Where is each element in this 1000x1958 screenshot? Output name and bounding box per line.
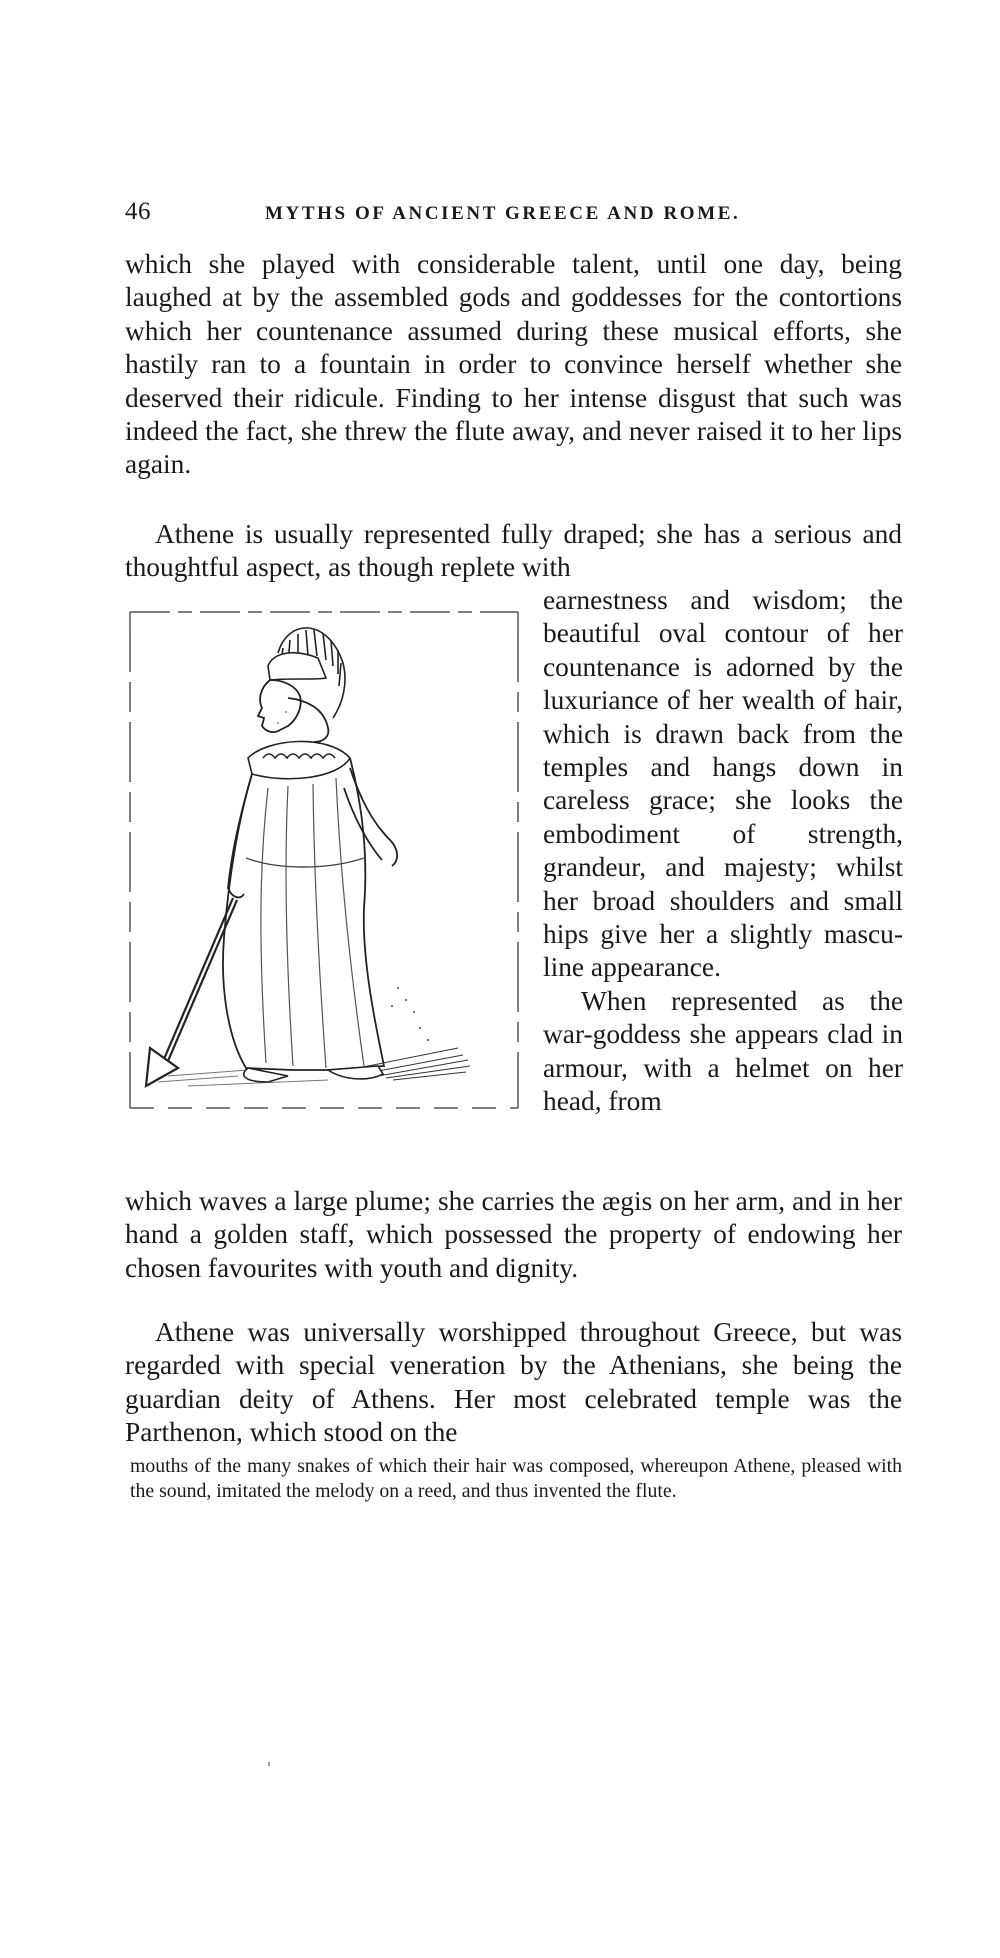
page-number: 46 xyxy=(125,198,151,225)
spear xyxy=(146,898,237,1086)
paragraph-flute-story: which she played with considerable talent, until one day, being laughed at by the assembled gods and goddesses for the contortions which her countenance assumed during these musical efforts, she hastily ran to a fountain in order to convince herself whether she deserved their ridicule. Finding to her intense disgust that such was indeed the fact, she threw the flute away, and never raised it to her lips again. xyxy=(125,249,902,480)
athene-illustration xyxy=(128,608,520,1113)
paragraph-war-goddess: which waves a large plume; she carries the ægis on her arm, and in her hand a golden staff, which possessed the property of endowing her chosen favourites with youth and dignity. xyxy=(125,1186,902,1283)
text-beside-illustration xyxy=(543,584,903,1119)
left-arm xyxy=(228,774,252,897)
page-speck xyxy=(268,1762,270,1766)
paragraph-athene-appearance: earnestness and wisdom; the beautiful oval contour of her countenance is adorned by the luxuriance of her wealth of hair, which is drawn back from the temples and hangs down in careless grace; she looks the embodiment of strength, grandeur, and majesty; whilst her broad shoulders and small hips give her a slightly masculine appearance. xyxy=(543,585,903,983)
footnote: mouths of the many snakes of which their hair was composed, whereupon Athene, pleased with the sound, imitated the melody on a reed, and thus invented the flute. xyxy=(130,1455,902,1502)
right-arm xyxy=(344,768,397,866)
running-head xyxy=(125,198,905,228)
paragraph-war-goddess-intro: When represented as the war-goddess she appears clad in armour, with a helmet on her head, from xyxy=(543,985,903,1117)
paragraph-athene-appearance-intro: Athene is usually represented fully draped; she has a serious and thoughtful aspect, as though replete with xyxy=(125,519,902,583)
robe xyxy=(223,758,384,1070)
paragraph-worship: Athene was universally worshipped throughout Greece, but was regarded with special veneration by the Athenians, she being the guardian deity of Athens. Her most celebrated temple was the Parthenon, which stood on the xyxy=(125,1317,902,1448)
running-title: MYTHS OF ANCIENT GREECE AND ROME. xyxy=(265,203,741,224)
ground-shading xyxy=(158,1048,470,1086)
head xyxy=(258,680,328,742)
aegis xyxy=(248,741,350,778)
